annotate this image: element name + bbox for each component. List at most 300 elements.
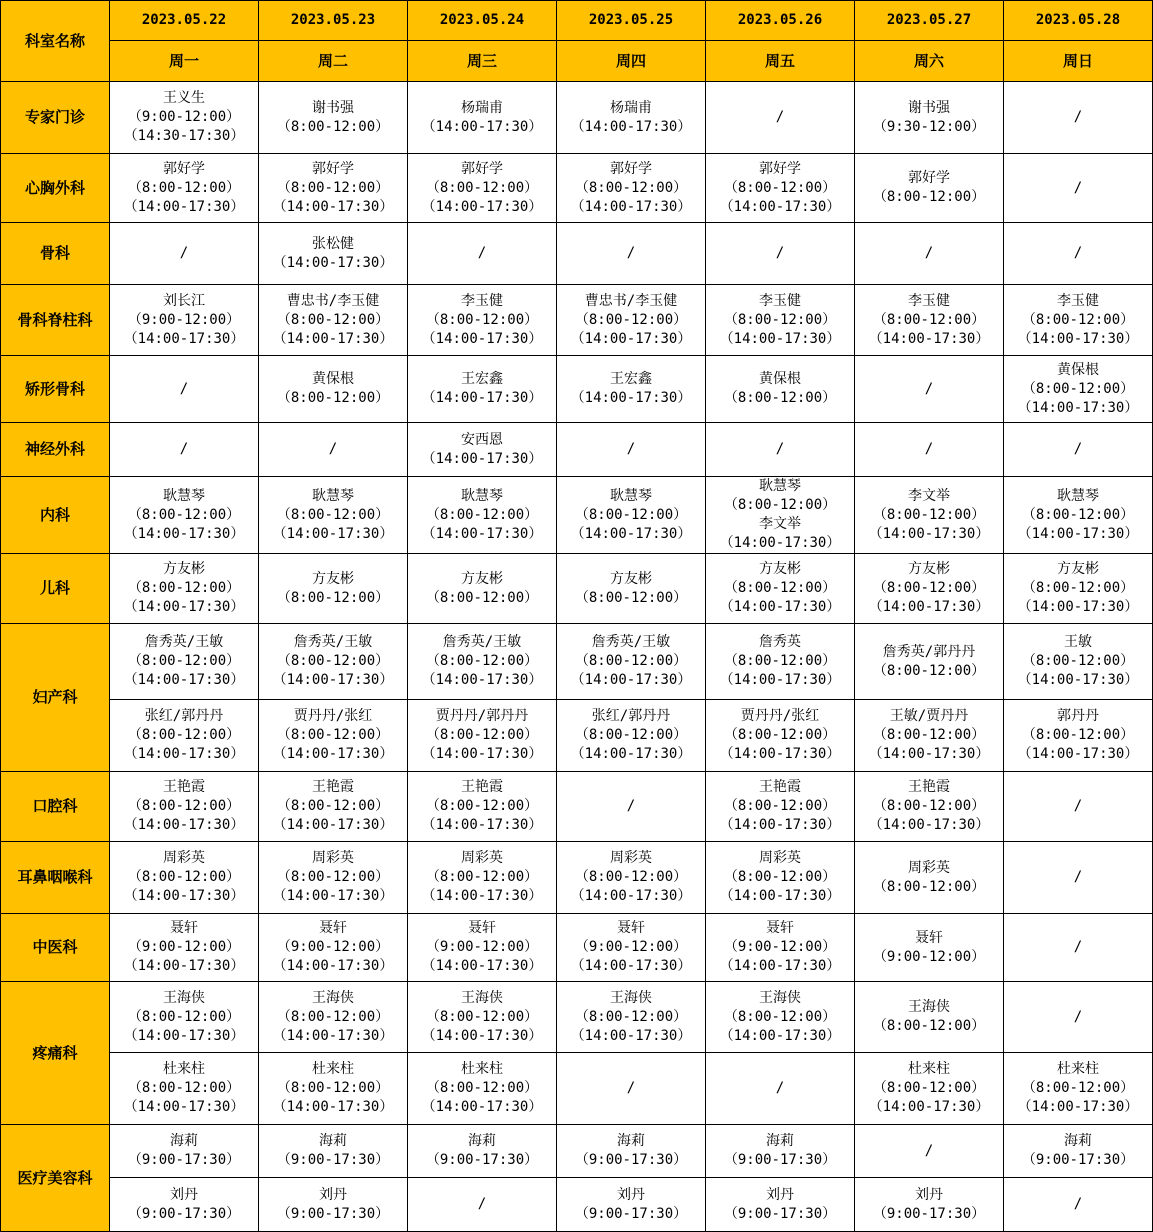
doctor-name: 方友彬: [610, 570, 652, 587]
time-slot: （14:00-17:30）: [272, 1027, 394, 1044]
doctor-name: 李玉健: [759, 292, 801, 309]
time-slot: （14:00-17:30）: [421, 390, 543, 406]
schedule-cell: [1004, 223, 1153, 285]
doctor-name: /: [924, 380, 934, 397]
doctor-name: 王艳霞: [312, 779, 354, 795]
schedule-cell: [110, 356, 259, 423]
cell-content: [855, 1186, 1003, 1224]
cell-content: [557, 244, 705, 263]
table-row: [1, 423, 1153, 477]
schedule-cell: [259, 477, 408, 554]
time-slot: （14:00-17:30）: [868, 525, 990, 542]
doctor-name: /: [179, 380, 189, 397]
time-slot: （14:00-17:30）: [719, 958, 841, 974]
cell-content: [706, 849, 854, 906]
doctor-name: 杜来柱: [312, 1061, 354, 1077]
doctor-name: 耿慧琴: [461, 487, 503, 504]
doctor-name: 方友彬: [908, 561, 950, 577]
time-slot: （14:00-17:30）: [272, 672, 394, 688]
time-slot: （8:00-12:00）: [425, 1008, 539, 1025]
cell-content: [855, 244, 1003, 263]
schedule-cell: [110, 82, 259, 154]
doctor-name: /: [775, 109, 785, 125]
cell-content: [1004, 797, 1152, 816]
schedule-cell: [855, 982, 1004, 1053]
time-slot: （14:00-17:30）: [123, 330, 245, 347]
cell-content: [706, 370, 854, 408]
cell-content: [408, 1132, 556, 1170]
weekday-header: 周二: [259, 41, 408, 82]
weekday-header: 周四: [557, 41, 706, 82]
time-slot: （8:00-12:00）: [276, 1008, 390, 1025]
time-slot: （8:00-12:00）: [1021, 580, 1135, 596]
schedule-cell: [408, 423, 557, 477]
schedule-cell: [408, 1125, 557, 1178]
schedule-cell: [855, 82, 1004, 154]
cell-content: [557, 570, 705, 608]
doctor-name: 李玉健: [1057, 292, 1099, 309]
cell-content: [110, 380, 258, 399]
cell-content: [855, 560, 1003, 617]
doctor-name: 郭好学: [312, 160, 354, 177]
cell-content: [706, 989, 854, 1046]
time-slot: （14:00-17:30）: [421, 118, 543, 135]
time-slot: （8:00-12:00）: [1021, 1080, 1135, 1096]
cell-content: [259, 160, 407, 217]
doctor-name: /: [626, 1080, 636, 1096]
weekday-header: 周六: [855, 41, 1004, 82]
doctor-name: 耿慧琴: [610, 487, 652, 504]
schedule-cell: [706, 914, 855, 982]
schedule-cell: [408, 982, 557, 1053]
doctor-name: 海莉: [617, 1133, 645, 1149]
time-slot: （9:00-17:30）: [276, 1152, 390, 1168]
schedule-cell: [259, 554, 408, 624]
schedule-cell: [408, 223, 557, 285]
doctor-name: 海莉: [468, 1133, 496, 1149]
schedule-cell: [855, 914, 1004, 982]
time-slot: （8:00-12:00）: [276, 589, 390, 606]
doctor-name: 詹秀英/王敏: [442, 634, 522, 650]
schedule-cell: [855, 554, 1004, 624]
schedule-cell: [259, 982, 408, 1053]
time-slot: （14:30-17:30）: [123, 128, 245, 144]
time-slot: （9:00-17:30）: [574, 1205, 688, 1222]
time-slot: （14:00-17:30）: [123, 958, 245, 974]
schedule-cell: [1004, 914, 1153, 982]
time-slot: （14:00-17:30）: [570, 888, 692, 904]
time-slot: （14:00-17:30）: [570, 525, 692, 542]
doctor-name: /: [924, 441, 934, 457]
time-slot: （8:00-12:00）: [127, 1008, 241, 1025]
doctor-name: 刘长江: [163, 292, 205, 309]
time-slot: （14:00-17:30）: [719, 599, 841, 615]
cell-content: [557, 989, 705, 1046]
doctor-name: 方友彬: [1057, 561, 1099, 577]
time-slot: （8:00-12:00）: [276, 1080, 390, 1096]
schedule-cell: [557, 914, 706, 982]
cell-content: [706, 1132, 854, 1170]
doctor-name: /: [179, 245, 189, 261]
doctor-name: 周彩英: [908, 859, 950, 876]
cell-content: [1004, 487, 1152, 544]
time-slot: （14:00-17:30）: [272, 330, 394, 347]
time-slot: （8:00-12:00）: [127, 506, 241, 523]
schedule-cell: [408, 842, 557, 914]
schedule-cell: [557, 982, 706, 1053]
schedule-cell: [1004, 477, 1153, 554]
cell-content: [408, 370, 556, 408]
time-slot: （8:00-12:00）: [723, 798, 837, 814]
doctor-name: /: [924, 1142, 934, 1159]
cell-content: [259, 919, 407, 976]
cell-content: [706, 160, 854, 217]
schedule-cell: [259, 700, 408, 772]
doctor-name: 郭丹丹: [1057, 708, 1099, 724]
time-slot: （9:00-17:30）: [127, 1152, 241, 1168]
doctor-name: /: [477, 1196, 487, 1212]
time-slot: （14:00-17:30）: [868, 817, 990, 833]
cell-content: [259, 707, 407, 764]
time-slot: （8:00-12:00）: [723, 727, 837, 743]
doctor-name: 郭好学: [759, 160, 801, 177]
table-row: [1, 772, 1153, 842]
cell-content: [855, 643, 1003, 681]
schedule-cell: [259, 285, 408, 356]
doctor-name: /: [626, 441, 636, 457]
doctor-name: /: [924, 245, 934, 261]
doctor-name: /: [1073, 441, 1083, 457]
time-slot: （8:00-12:00）: [574, 727, 688, 743]
time-slot: （14:00-17:30）: [123, 1099, 245, 1115]
doctor-name: 郭好学: [461, 160, 503, 177]
time-slot: （8:00-12:00）: [425, 589, 539, 606]
cell-content: [110, 244, 258, 263]
doctor-name: 张松健: [312, 235, 354, 252]
schedule-cell: [557, 554, 706, 624]
doctor-name: 贾丹丹/张红: [740, 708, 820, 724]
cell-content: [1004, 707, 1152, 764]
header-date-row: [1, 1, 1153, 41]
doctor-name: 王海侠: [163, 989, 205, 1006]
schedule-cell: [557, 1053, 706, 1125]
schedule-cell: [1004, 1053, 1153, 1125]
schedule-cell: [1004, 1125, 1153, 1178]
time-slot: （8:00-12:00）: [127, 179, 241, 196]
cell-content: [1004, 244, 1152, 263]
doctor-name: 周彩英: [163, 850, 205, 866]
schedule-cell: [855, 624, 1004, 700]
schedule-cell: [408, 1178, 557, 1232]
doctor-name: /: [477, 245, 487, 261]
time-slot: （8:00-12:00）: [127, 1080, 241, 1096]
cell-content: [855, 440, 1003, 459]
doctor-name: /: [775, 1080, 785, 1096]
doctor-name: 张红/郭丹丹: [591, 708, 671, 724]
cell-content: [408, 292, 556, 349]
table-row: [1, 914, 1153, 982]
cell-content: [706, 292, 854, 349]
time-slot: （8:00-12:00）: [425, 798, 539, 814]
time-slot: （8:00-12:00）: [872, 878, 986, 895]
cell-content: [259, 1060, 407, 1117]
cell-content: [855, 99, 1003, 137]
time-slot: （14:00-17:30）: [421, 958, 543, 974]
doctor-name: 贾丹丹/郭丹丹: [435, 708, 529, 724]
doctor-name: 黄保根: [1057, 361, 1099, 378]
time-slot: （9:00-12:00）: [127, 109, 241, 125]
schedule-cell: [110, 700, 259, 772]
cell-content: [110, 292, 258, 349]
doctor-name: 詹秀英: [759, 634, 801, 650]
doctor-name: 王义生: [163, 90, 205, 106]
time-slot: （9:00-12:00）: [425, 939, 539, 955]
schedule-cell: [855, 477, 1004, 554]
schedule-cell: [110, 1125, 259, 1178]
time-slot: （8:00-12:00）: [872, 798, 986, 814]
time-slot: （8:00-12:00）: [574, 653, 688, 669]
cell-content: [706, 560, 854, 617]
time-slot: （8:00-12:00）: [574, 506, 688, 523]
schedule-cell: [855, 223, 1004, 285]
schedule-cell: [855, 356, 1004, 423]
time-slot: （8:00-12:00）: [574, 869, 688, 885]
doctor-name: 李玉健: [461, 292, 503, 309]
time-slot: （14:00-17:30）: [421, 888, 543, 904]
department-name: 骨科脊柱科: [1, 285, 110, 356]
time-slot: （14:00-17:30）: [1017, 672, 1139, 688]
time-slot: （9:00-12:00）: [872, 948, 986, 965]
doctor-name: 方友彬: [759, 561, 801, 577]
cell-content: [855, 998, 1003, 1036]
cell-content: [557, 707, 705, 764]
schedule-cell: [706, 82, 855, 154]
schedule-cell: [855, 154, 1004, 223]
header-weekday-row: [1, 41, 1153, 82]
time-slot: （8:00-12:00）: [425, 506, 539, 523]
time-slot: （8:00-12:00）: [276, 179, 390, 196]
schedule-cell: [259, 1125, 408, 1178]
time-slot: （8:00-12:00）: [872, 580, 986, 596]
table-row: [1, 1125, 1153, 1178]
doctor-name: 郭好学: [908, 170, 950, 186]
schedule-cell: [706, 700, 855, 772]
cell-content: [110, 849, 258, 906]
cell-content: [557, 487, 705, 544]
schedule-cell: [110, 842, 259, 914]
cell-content: [408, 919, 556, 976]
cell-content: [706, 440, 854, 459]
time-slot: （14:00-17:30）: [421, 525, 543, 542]
cell-content: [1004, 1132, 1152, 1170]
cell-content: [1004, 440, 1152, 459]
time-slot: （9:00-17:30）: [723, 1205, 837, 1222]
cell-content: [110, 1186, 258, 1224]
schedule-cell: [706, 772, 855, 842]
time-slot: （14:00-17:30）: [570, 1027, 692, 1044]
cell-content: [1004, 361, 1152, 418]
schedule-cell: [110, 1178, 259, 1232]
cell-content: [855, 292, 1003, 349]
schedule-cell: [706, 223, 855, 285]
cell-content: [110, 1132, 258, 1170]
time-slot: （14:00-17:30）: [123, 672, 245, 688]
schedule-cell: [408, 356, 557, 423]
schedule-cell: [110, 914, 259, 982]
doctor-name: /: [1073, 869, 1083, 885]
doctor-name: /: [1073, 245, 1083, 261]
cell-content: [259, 849, 407, 906]
department-name: 心胸外科: [1, 154, 110, 223]
cell-content: [855, 1142, 1003, 1161]
time-slot: （8:00-12:00）: [425, 1080, 539, 1096]
table-row: [1, 223, 1153, 285]
cell-content: [408, 849, 556, 906]
cell-content: [557, 633, 705, 690]
time-slot: （8:00-12:00）: [872, 727, 986, 743]
schedule-cell: [259, 914, 408, 982]
schedule-cell: [259, 842, 408, 914]
time-slot: （8:00-12:00）: [1021, 653, 1135, 669]
schedule-cell: [1004, 1178, 1153, 1232]
doctor-name: 杜来柱: [908, 1061, 950, 1077]
schedule-cell: [557, 154, 706, 223]
cell-content: [110, 89, 258, 146]
cell-content: [706, 1079, 854, 1098]
department-name: 中医科: [1, 914, 110, 982]
date-header: 2023.05.25: [557, 1, 706, 41]
doctor-name: 杜来柱: [461, 1061, 503, 1077]
doctor-name: 詹秀英/郭丹丹: [882, 643, 976, 660]
schedule-cell: [408, 154, 557, 223]
weekday-header: 周三: [408, 41, 557, 82]
cell-content: [557, 1079, 705, 1098]
schedule-cell: [706, 554, 855, 624]
cell-content: [110, 440, 258, 459]
doctor-name: 刘丹: [915, 1186, 943, 1203]
time-slot: （14:00-17:30）: [570, 198, 692, 215]
time-slot: （14:00-17:30）: [1017, 599, 1139, 615]
doctor-name: 王宏鑫: [610, 371, 652, 387]
doctor-name: 耿慧琴: [312, 487, 354, 504]
schedule-cell: [557, 1178, 706, 1232]
table-row: [1, 982, 1153, 1053]
doctor-name: 郭好学: [610, 160, 652, 177]
schedule-cell: [259, 223, 408, 285]
cell-content: [110, 989, 258, 1046]
time-slot: （9:00-17:30）: [276, 1205, 390, 1222]
time-slot: （8:00-12:00）: [723, 497, 837, 513]
schedule-cell: [110, 477, 259, 554]
cell-content: [1004, 1008, 1152, 1027]
doctor-name: /: [775, 441, 785, 457]
time-slot: （8:00-12:00）: [723, 311, 837, 328]
schedule-cell: [855, 1053, 1004, 1125]
cell-content: [408, 1195, 556, 1214]
doctor-name: 聂轩: [170, 920, 198, 936]
time-slot: （14:00-17:30）: [123, 525, 245, 542]
schedule-cell: [557, 285, 706, 356]
cell-content: [259, 570, 407, 608]
time-slot: （8:00-12:00）: [723, 390, 837, 406]
time-slot: （8:00-12:00）: [723, 179, 837, 196]
time-slot: （14:00-17:30）: [1017, 330, 1139, 347]
time-slot: （8:00-12:00）: [425, 869, 539, 885]
schedule-body: [1, 1, 1153, 1232]
time-slot: （14:00-17:30）: [719, 746, 841, 762]
schedule-cell: [557, 1125, 706, 1178]
time-slot: （8:00-12:00）: [1021, 311, 1135, 328]
time-slot: （14:00-17:30）: [570, 390, 692, 406]
schedule-cell: [1004, 423, 1153, 477]
department-name: 耳鼻咽喉科: [1, 842, 110, 914]
doctor-name: 方友彬: [163, 561, 205, 577]
cell-content: [259, 487, 407, 544]
time-slot: （8:00-12:00）: [723, 653, 837, 669]
time-slot: （8:00-12:00）: [276, 653, 390, 669]
time-slot: （14:00-17:30）: [421, 1027, 543, 1044]
doctor-name: 耿慧琴: [759, 478, 801, 494]
table-row: [1, 554, 1153, 624]
doctor-name: 王宏鑫: [461, 371, 503, 387]
schedule-cell: [110, 285, 259, 356]
time-slot: （8:00-12:00）: [574, 179, 688, 196]
time-slot: （14:00-17:30）: [272, 198, 394, 215]
cell-content: [855, 487, 1003, 544]
table-row: [1, 700, 1153, 772]
doctor-name: 聂轩: [915, 929, 943, 946]
cell-content: [408, 570, 556, 608]
cell-content: [408, 160, 556, 217]
schedule-cell: [855, 1178, 1004, 1232]
time-slot: （8:00-12:00）: [1021, 506, 1135, 523]
time-slot: （8:00-12:00）: [872, 662, 986, 679]
schedule-cell: [110, 423, 259, 477]
department-name: 儿科: [1, 554, 110, 624]
schedule-cell: [408, 772, 557, 842]
time-slot: （8:00-12:00）: [574, 311, 688, 328]
time-slot: （14:00-17:30）: [719, 1027, 841, 1044]
cell-content: [110, 160, 258, 217]
schedule-cell: [1004, 772, 1153, 842]
doctor-name: 贾丹丹/张红: [293, 708, 373, 724]
time-slot: （8:00-12:00）: [1021, 727, 1135, 743]
schedule-cell: [855, 423, 1004, 477]
doctor-name: /: [1073, 939, 1083, 955]
cell-content: [855, 859, 1003, 897]
time-slot: （9:00-17:30）: [1021, 1152, 1135, 1168]
doctor-name: 王艳霞: [461, 779, 503, 795]
schedule-cell: [706, 982, 855, 1053]
time-slot: （9:00-17:30）: [723, 1152, 837, 1168]
time-slot: （14:00-17:30）: [123, 1027, 245, 1044]
cell-content: [259, 292, 407, 349]
schedule-cell: [557, 700, 706, 772]
time-slot: （8:00-12:00）: [872, 189, 986, 205]
cell-content: [408, 431, 556, 469]
schedule-cell: [706, 285, 855, 356]
cell-content: [855, 707, 1003, 764]
cell-content: [110, 778, 258, 835]
time-slot: （14:00-17:30）: [719, 817, 841, 833]
table-row: [1, 285, 1153, 356]
doctor-name: 刘丹: [617, 1186, 645, 1203]
schedule-cell: [408, 285, 557, 356]
cell-content: [259, 1186, 407, 1224]
department-name: 神经外科: [1, 423, 110, 477]
doctor-name: 周彩英: [461, 850, 503, 866]
cell-content: [408, 487, 556, 544]
